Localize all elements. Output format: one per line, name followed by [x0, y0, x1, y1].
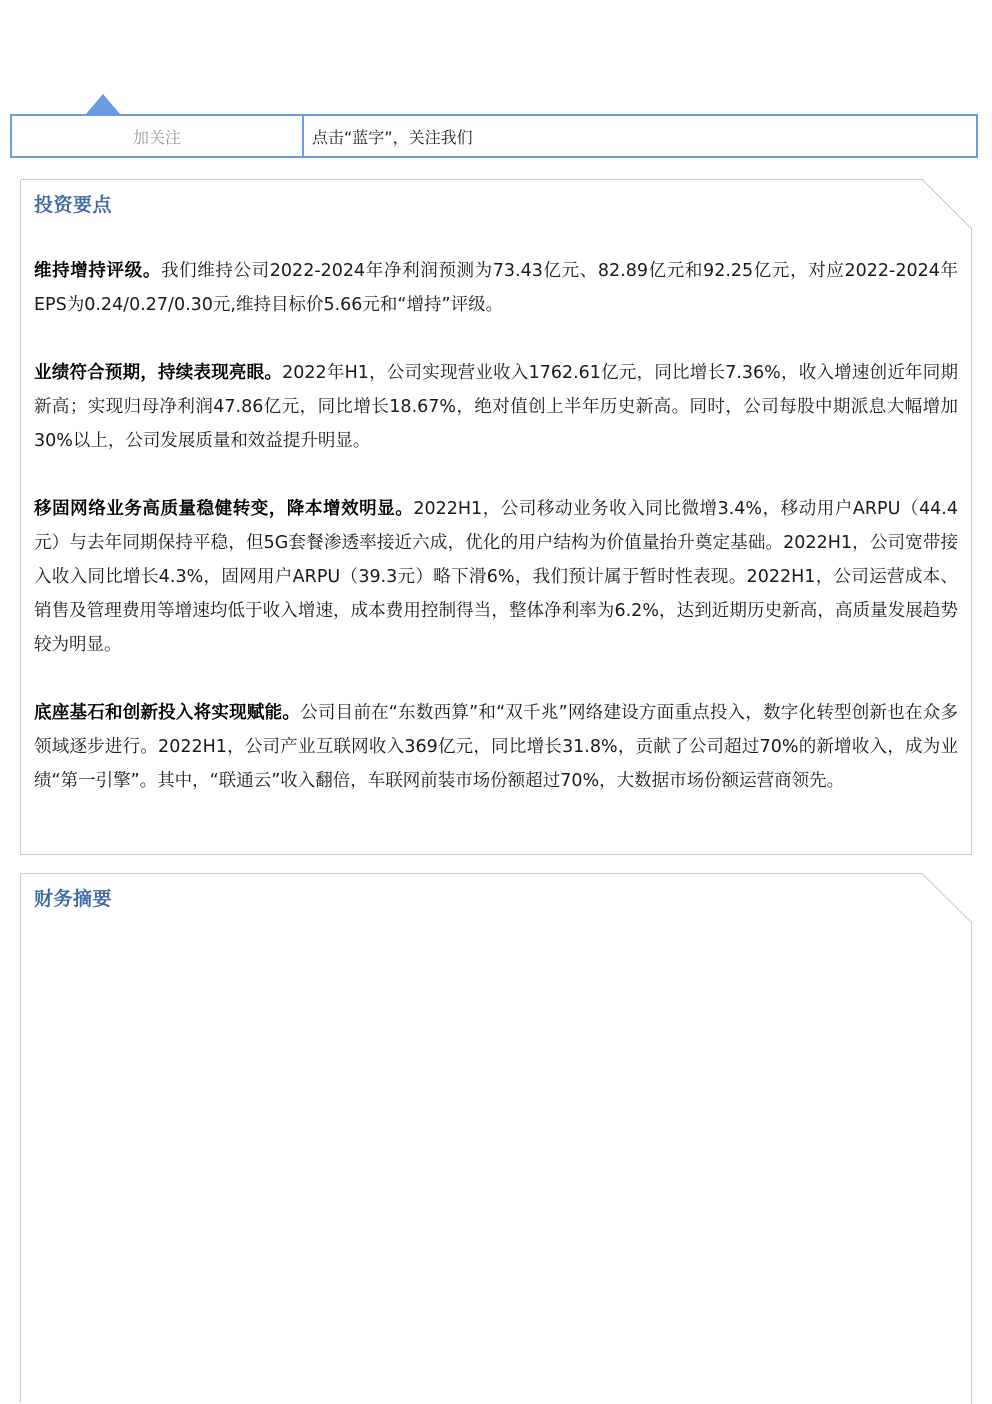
investment-paragraph: [34, 356, 958, 458]
follow-pointer-icon: [86, 94, 120, 114]
investment-title: 投资要点: [34, 194, 113, 216]
investment-paragraph: [34, 254, 958, 322]
paragraph-text: 2022年H1，公司实现营业收入1762.61亿元，同比增长7.36%，收入增速创近年同期新高；实现归母净利润47.86亿元，同比增长18.67%，绝对值创上半年历史新高。同时，公司每股中期派息大幅增加30%以上，公司发展质量和效益提升明显。: [34, 363, 958, 451]
folded-corner-icon: [922, 873, 972, 923]
card-border-right: [971, 922, 972, 1404]
card-border-top: [21, 873, 923, 874]
investment-body: [34, 254, 958, 832]
folded-corner-icon: [922, 179, 972, 229]
finance-card: [20, 874, 971, 1403]
follow-banner: [10, 114, 978, 158]
paragraph-lead: 维持增持评级。: [34, 261, 161, 281]
investment-card: [20, 180, 971, 855]
paragraph-text: 我们维持公司2022-2024年净利润预测为73.43亿元、82.89亿元和92.25亿元，对应2022-2024年EPS为0.24/0.27/0.30元,维持目标价5.66元和“增持”评级。: [34, 261, 959, 315]
card-border-top: [21, 179, 923, 180]
paragraph-lead: 业绩符合预期，持续表现亮眼。: [34, 363, 283, 383]
card-border-right: [971, 228, 972, 855]
finance-title: 财务摘要: [34, 888, 113, 910]
follow-button[interactable]: 加关注: [12, 116, 304, 156]
follow-prompt: 点击“蓝字”，关注我们: [312, 127, 473, 147]
paragraph-lead: 移固网络业务高质量稳健转变，降本增效明显。: [34, 499, 414, 519]
paragraph-lead: 底座基石和创新投入将实现赋能。: [34, 703, 301, 723]
investment-paragraph: [34, 696, 958, 798]
investment-paragraph: [34, 492, 958, 662]
paragraph-text: 公司目前在“东数西算”和“双千兆”网络建设方面重点投入，数字化转型创新也在众多领域逐步进行。2022H1，公司产业互联网收入369亿元，同比增长31.8%，贡献了公司超过70%的新增收入，成为业绩“第一引擎”。其中，“联通云”收入翻倍，车联网前装市场份额超过70%，大数据市场份额运营商领先。: [34, 703, 959, 791]
paragraph-text: 2022H1，公司移动业务收入同比微增3.4%，移动用户ARPU（44.4元）与去年同期保持平稳，但5G套餐渗透率接近六成，优化的用户结构为价值量抬升奠定基础。2022H1，公司宽带接入收入同比增长4.3%，固网用户ARPU（39.3元）略下滑6%，我们预计属于暂时性表现。2022H1，公司运营成本、销售及管理费用等增速均低于收入增速，成本费用控制得当，整体净利率为6.2%，达到近期历史新高，高质量发展趋势较为明显。: [34, 499, 958, 655]
